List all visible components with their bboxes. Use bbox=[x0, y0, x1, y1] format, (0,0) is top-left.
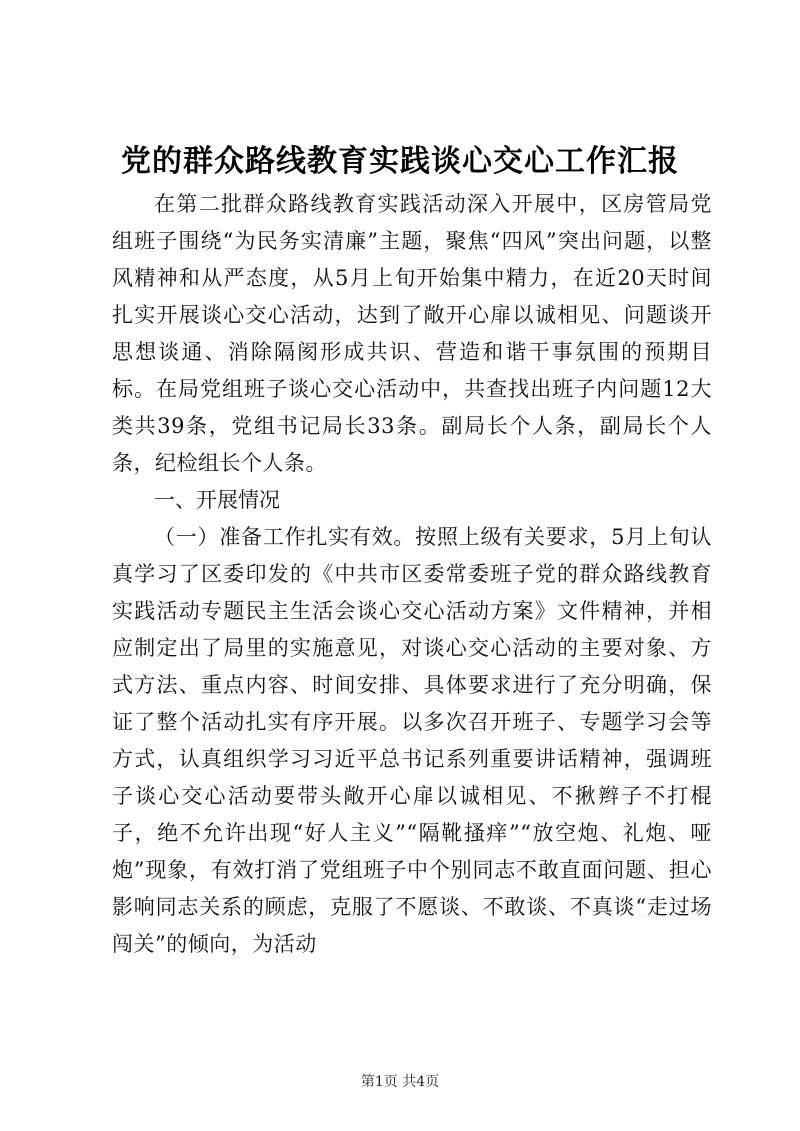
section-paragraph: （一）准备工作扎实有效。按照上级有关要求，5月上旬认真学习了区委印发的《中共市区委常委班子党的群众路线教育实践活动专题民主生活会谈心交心活动方案》文件精神，并相应制定出了局里的实施意见，对谈心交心活动的主要对象、方式方法、重点内容、时间安排、具体要求进行了充分明确，保证了整个活动扎实有序开展。以多次召开班子、专题学习会等方式，认真组织学习习近平总书记系列重要讲话精神，强调班子谈心交心活动要带头敞开心扉以诚相见、不揪辫子不打棍子，绝不允许出现“好人主义”“隔靴搔痒”“放空炮、礼炮、哑炮”现象，有效打消了党组班子中个别同志不敢直面问题、担心影响同志关系的顾虑，克服了不愿谈、不敢谈、不真谈“走过场闯关”的倾向，为活动 bbox=[112, 525, 712, 956]
intro-paragraph: 在第二批群众路线教育实践活动深入开展中，区房管局党组班子围绕“为民务实清廉”主题，聚焦“四风”突出问题，以整风精神和从严态度，从5月上旬开始集中精力，在近20天时间扎实开展谈心交心活动，达到了敞开心扉以诚相见、问题谈开思想谈通、消除隔阂形成共识、营造和谐干事氛围的预期目标。在局党组班子谈心交心活动中，共查找出班子内问题12大类共39条，党组书记局长33条。副局长个人条，副局长个人条，纪检组长个人条。 bbox=[112, 192, 712, 475]
page-footer: 第1页 共4页 bbox=[360, 1074, 440, 1090]
page-title: 党的群众路线教育实践谈心交心工作汇报 bbox=[121, 144, 679, 179]
document-body bbox=[112, 186, 712, 963]
section-heading: 一、开展情况 bbox=[154, 488, 280, 512]
